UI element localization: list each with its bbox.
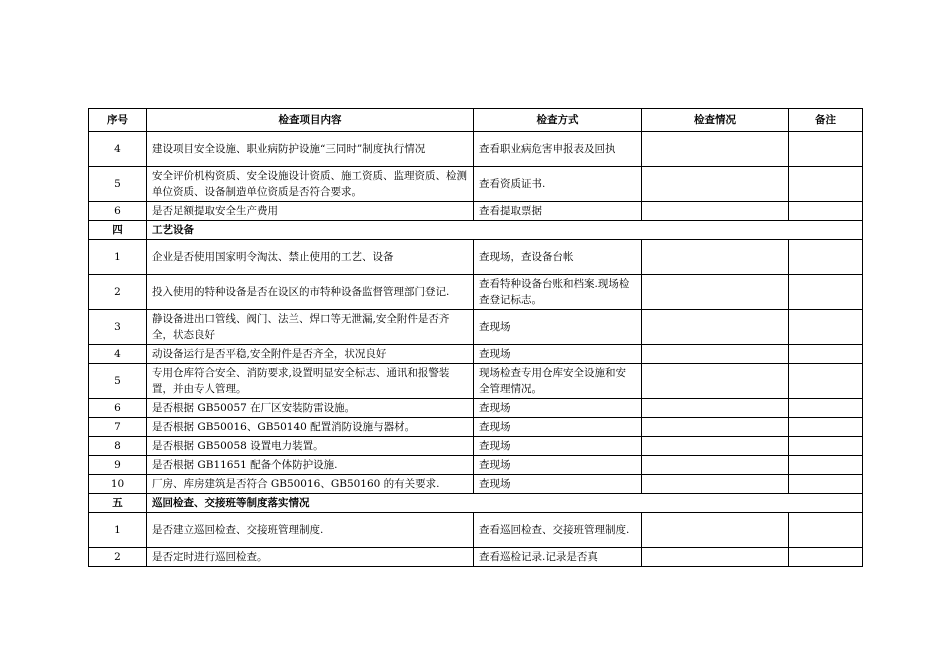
- item-cell: 是否足额提取安全生产费用: [147, 202, 474, 221]
- table-row: [89, 310, 863, 345]
- remark-cell[interactable]: [789, 275, 863, 310]
- section-number: 五: [89, 494, 147, 513]
- item-cell: 是否建立巡回检查、交接班管理制度.: [147, 513, 474, 548]
- remark-cell[interactable]: [789, 310, 863, 345]
- remark-cell[interactable]: [789, 202, 863, 221]
- table-row: [89, 275, 863, 310]
- row-number: 1: [89, 240, 147, 275]
- method-cell: 查现场: [474, 345, 642, 364]
- remark-cell[interactable]: [789, 240, 863, 275]
- inspection-table: [88, 108, 863, 567]
- header-no: 序号: [89, 109, 147, 132]
- method-cell: 查现场: [474, 418, 642, 437]
- section-title: 巡回检查、交接班等制度落实情况: [147, 494, 863, 513]
- table-row: [89, 364, 863, 399]
- status-cell[interactable]: [642, 399, 789, 418]
- status-cell[interactable]: [642, 240, 789, 275]
- remark-cell[interactable]: [789, 456, 863, 475]
- item-cell: 静设备进出口管线、阀门、法兰、焊口等无泄漏,安全附件是否齐全，状态良好: [147, 310, 474, 345]
- status-cell[interactable]: [642, 513, 789, 548]
- table-row: [89, 513, 863, 548]
- item-cell: 是否根据 GB11651 配备个体防护设施.: [147, 456, 474, 475]
- section-title: 工艺设备: [147, 221, 863, 240]
- remark-cell[interactable]: [789, 418, 863, 437]
- status-cell[interactable]: [642, 418, 789, 437]
- remark-cell[interactable]: [789, 437, 863, 456]
- item-cell: 专用仓库符合安全、消防要求,设置明显安全标志、通讯和报警装置，并由专人管理。: [147, 364, 474, 399]
- item-cell: 是否根据 GB50058 设置电力装置。: [147, 437, 474, 456]
- table-body: [89, 132, 863, 567]
- method-cell: 查现场: [474, 310, 642, 345]
- table-row: [89, 399, 863, 418]
- table-row: [89, 132, 863, 167]
- row-number: 10: [89, 475, 147, 494]
- table-row: [89, 418, 863, 437]
- table-row: [89, 456, 863, 475]
- method-cell: 查看资质证书.: [474, 167, 642, 202]
- item-cell: 安全评价机构资质、安全设施设计资质、施工资质、监理资质、检测单位资质、设备制造单位资质是否符合要求。: [147, 167, 474, 202]
- section-row: [89, 494, 863, 513]
- item-cell: 动设备运行是否平稳,安全附件是否齐全，状况良好: [147, 345, 474, 364]
- row-number: 1: [89, 513, 147, 548]
- method-cell: 查看巡检记录.记录是否真: [474, 548, 642, 567]
- item-cell: 企业是否使用国家明令淘汰、禁止使用的工艺、设备: [147, 240, 474, 275]
- method-cell: 查现场: [474, 399, 642, 418]
- header-method: 检查方式: [474, 109, 642, 132]
- table-row: [89, 202, 863, 221]
- item-cell: 厂房、库房建筑是否符合 GB50016、GB50160 的有关要求.: [147, 475, 474, 494]
- status-cell[interactable]: [642, 437, 789, 456]
- row-number: 9: [89, 456, 147, 475]
- table-row: [89, 167, 863, 202]
- remark-cell[interactable]: [789, 345, 863, 364]
- status-cell[interactable]: [642, 475, 789, 494]
- table-header-row: [89, 109, 863, 132]
- item-cell: 是否定时进行巡回检查。: [147, 548, 474, 567]
- table-row: [89, 437, 863, 456]
- row-number: 6: [89, 202, 147, 221]
- item-cell: 是否根据 GB50057 在厂区安装防雷设施。: [147, 399, 474, 418]
- method-cell: 查现场: [474, 437, 642, 456]
- row-number: 2: [89, 548, 147, 567]
- row-number: 4: [89, 132, 147, 167]
- row-number: 7: [89, 418, 147, 437]
- remark-cell[interactable]: [789, 548, 863, 567]
- method-cell: 查看提取票据: [474, 202, 642, 221]
- status-cell[interactable]: [642, 456, 789, 475]
- row-number: 3: [89, 310, 147, 345]
- status-cell[interactable]: [642, 364, 789, 399]
- table-row: [89, 345, 863, 364]
- row-number: 4: [89, 345, 147, 364]
- status-cell[interactable]: [642, 275, 789, 310]
- header-remark: 备注: [789, 109, 863, 132]
- section-row: [89, 221, 863, 240]
- status-cell[interactable]: [642, 310, 789, 345]
- row-number: 2: [89, 275, 147, 310]
- row-number: 5: [89, 167, 147, 202]
- table-row: [89, 548, 863, 567]
- table-row: [89, 240, 863, 275]
- row-number: 5: [89, 364, 147, 399]
- remark-cell[interactable]: [789, 475, 863, 494]
- remark-cell[interactable]: [789, 132, 863, 167]
- status-cell[interactable]: [642, 202, 789, 221]
- remark-cell[interactable]: [789, 399, 863, 418]
- status-cell[interactable]: [642, 548, 789, 567]
- method-cell: 查现场，查设备台帐: [474, 240, 642, 275]
- remark-cell[interactable]: [789, 167, 863, 202]
- item-cell: 建设项目安全设施、职业病防护设施“三同时”制度执行情况: [147, 132, 474, 167]
- method-cell: 现场检查专用仓库安全设施和安全管理情况。: [474, 364, 642, 399]
- header-status: 检查情况: [642, 109, 789, 132]
- method-cell: 查看职业病危害申报表及回执: [474, 132, 642, 167]
- row-number: 8: [89, 437, 147, 456]
- header-item: 检查项目内容: [147, 109, 474, 132]
- remark-cell[interactable]: [789, 364, 863, 399]
- row-number: 6: [89, 399, 147, 418]
- item-cell: 是否根据 GB50016、GB50140 配置消防设施与器材。: [147, 418, 474, 437]
- method-cell: 查现场: [474, 456, 642, 475]
- status-cell[interactable]: [642, 167, 789, 202]
- item-cell: 投入使用的特种设备是否在设区的市特种设备监督管理部门登记.: [147, 275, 474, 310]
- table-row: [89, 475, 863, 494]
- method-cell: 查现场: [474, 475, 642, 494]
- remark-cell[interactable]: [789, 513, 863, 548]
- method-cell: 查看巡回检查、交接班管理制度.: [474, 513, 642, 548]
- section-number: 四: [89, 221, 147, 240]
- status-cell[interactable]: [642, 345, 789, 364]
- status-cell[interactable]: [642, 132, 789, 167]
- method-cell: 查看特种设备台账和档案.现场检查登记标志。: [474, 275, 642, 310]
